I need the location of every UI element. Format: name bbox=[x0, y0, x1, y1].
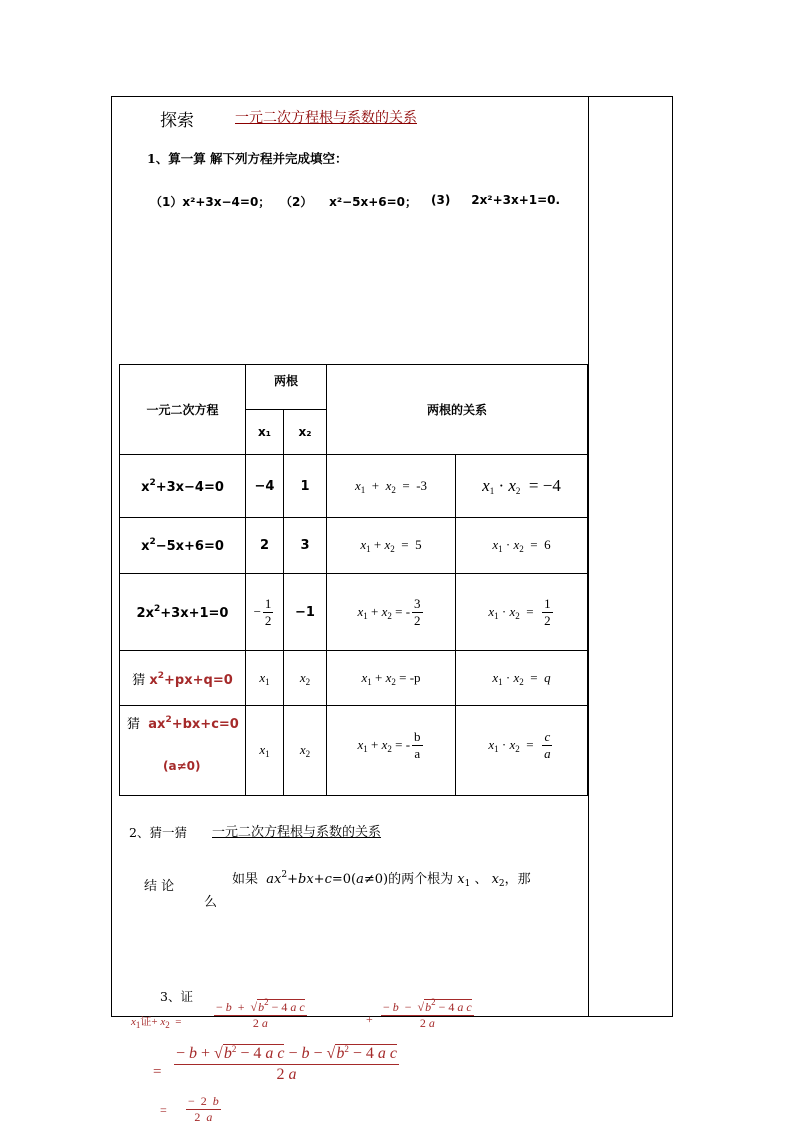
header-x1: x₁ bbox=[258, 425, 271, 439]
header-x2: x₂ bbox=[298, 425, 312, 439]
header-roots: 两根 bbox=[273, 373, 298, 388]
proof-line2-eq: = bbox=[153, 1064, 162, 1080]
table-row-1-x1: −4 bbox=[254, 478, 275, 494]
table-row-3-product: $x_1 \cdot x_2$ = $\frac{1}{2}$ bbox=[488, 595, 551, 628]
table-border-bottom bbox=[119, 795, 588, 796]
table-row-2-x2: 3 bbox=[300, 538, 310, 553]
proof-line1-lhs: $x_1$证+ $x_2$ = bbox=[131, 1016, 182, 1030]
table-row-3-x2: −1 bbox=[295, 604, 315, 620]
table-border-right bbox=[587, 364, 588, 796]
table-row-5-product: $x_1 \cdot x_2$ = $\frac{c}{a}$ bbox=[488, 729, 551, 761]
table-row-1-x2: 1 bbox=[300, 478, 310, 494]
table-row-5-x1: $x_1$ bbox=[259, 742, 270, 759]
table-row-1-equation: $x^2+3x-4=0$ bbox=[141, 477, 224, 495]
table-row-3-sum: $x_1 + x_2$ = - $\frac{3}{2}$ bbox=[357, 595, 421, 628]
conclusion-text: 如果 $ax^2+bx+c=0(a\ne 0)$的两个根为 $x_1$ 、 $x_2$，那 bbox=[232, 870, 531, 889]
table-row-4-x1: $x_1$ bbox=[259, 669, 270, 687]
table-row-4-x2: $x_2$ bbox=[299, 669, 311, 687]
proof-line1-plus: + bbox=[366, 1012, 373, 1026]
proof-line2-frac: $\frac{- b + √b^2 - 4 a c - b - √b^2 - 4 a c}{2 a}$ bbox=[176, 1044, 397, 1083]
header-equation: 一元二次方程 bbox=[146, 403, 219, 417]
table-row-5-x2: $x_2$ bbox=[299, 742, 311, 759]
proof-line1-frac1: $\frac{- b + √b^2 - 4 a c}{2 a}$ bbox=[216, 997, 305, 1031]
equation-3: (3) 2x²+3x+1=0. bbox=[431, 193, 561, 207]
table-row-2-sum: $x_1 + x_2 = 5$ bbox=[360, 537, 422, 554]
proof-line1-frac2: $\frac{- b - √b^2 - 4 a c}{2 a}$ bbox=[383, 997, 472, 1031]
topic-heading: 一元二次方程根与系数的关系 bbox=[235, 110, 417, 126]
table-row-5-sum: $x_1 + x_2$ = - $\frac{b}{a}$ bbox=[357, 729, 421, 761]
section2-topic: 一元二次方程根与系数的关系 bbox=[212, 825, 382, 840]
proof-line3-frac: $\frac{- 2 b}{2 a}$ bbox=[188, 1094, 219, 1124]
table-row-2-product: $x_1 \cdot x_2 = 6$ bbox=[492, 537, 551, 554]
header-relation: 两根的关系 bbox=[426, 403, 487, 417]
table-row-1-product: $x_1 \cdot x_2 = -4$ bbox=[482, 476, 561, 496]
table-row-4-sum: $x_1 + x_2 = -p$ bbox=[361, 669, 421, 687]
proof-line3-eq: = bbox=[160, 1103, 167, 1117]
explore-label: 探索 bbox=[160, 111, 194, 131]
table-row-1-sum: $x_1 + x_2 = -3$ bbox=[354, 477, 428, 495]
conclusion-wrap: 么 bbox=[204, 895, 218, 910]
equation-2: （2） x²−5x+6=0； bbox=[280, 195, 418, 209]
table-row-5-equation: 猜 $ax^2+bx+c=0$ bbox=[127, 715, 239, 732]
table-row-4-equation: 猜 $x^2+px+q=0$ bbox=[132, 670, 233, 688]
section2-title: 2、猜一猜 bbox=[129, 825, 187, 840]
section1-title: 1、算一算 解下列方程并完成填空： bbox=[147, 151, 348, 166]
conclusion-label: 结 论 bbox=[144, 879, 175, 894]
table-row-4-product: $x_1 \cdot x_2 = q$ bbox=[492, 669, 551, 687]
table-row-5-condition: (a≠0) bbox=[163, 759, 201, 773]
table-row-2-x1: 2 bbox=[259, 538, 270, 553]
table-row-3-x1: − $\frac{1}{2}$ bbox=[253, 595, 272, 628]
section3-title: 3、证 bbox=[160, 989, 193, 1004]
table-row-2-equation: $x^2-5x+6=0$ bbox=[141, 537, 224, 554]
frame-divider bbox=[588, 96, 589, 1017]
table-row-3-equation: $2x^2+3x+1=0$ bbox=[136, 603, 229, 621]
equation-1: （1）x²+3x−4=0； bbox=[150, 195, 271, 209]
